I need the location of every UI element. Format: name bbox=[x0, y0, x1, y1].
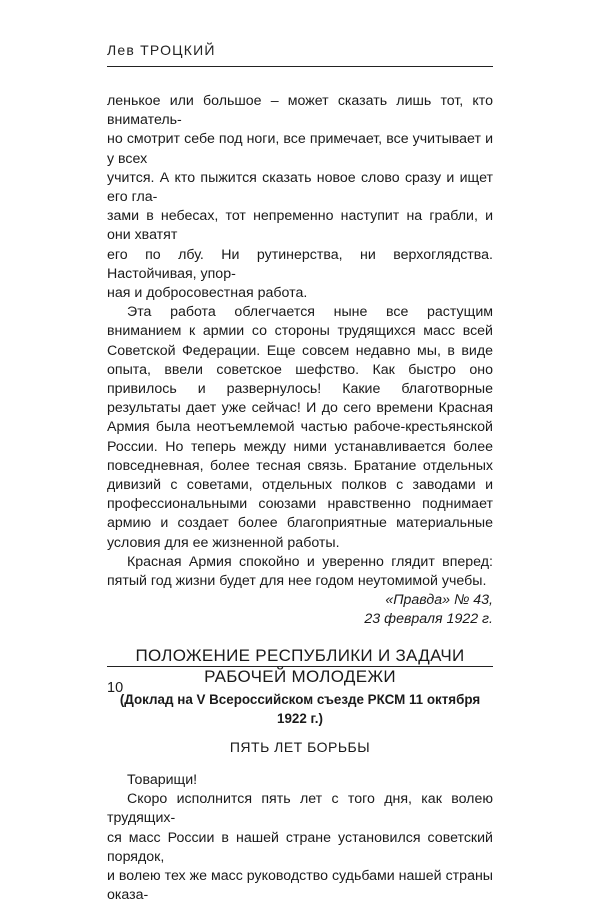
section-title-line: РАБОЧЕЙ МОЛОДЕЖИ bbox=[204, 666, 396, 686]
text-line: учится. А кто пыжится сказать новое слово сразу и ищет его гла- bbox=[107, 169, 493, 206]
body-text bbox=[107, 92, 493, 905]
citation bbox=[107, 591, 493, 629]
citation-date: 23 февраля 1922 г. bbox=[364, 611, 493, 628]
paragraph bbox=[107, 790, 493, 905]
text-line: зами в небесах, тот непременно наступит на грабли, и они хватят bbox=[107, 208, 493, 244]
text-line: ся масс России в нашей стране установился советский порядок, bbox=[107, 829, 493, 865]
paragraph: Красная Армия спокойно и уверенно глядит вперед: пятый год жизни будет для нее годом неутомимой учебы. bbox=[107, 553, 493, 590]
section-title-line: ПОЛОЖЕНИЕ РЕСПУБЛИКИ И ЗАДАЧИ bbox=[135, 645, 465, 665]
header-rule bbox=[107, 66, 493, 67]
text-line: его по лбу. Ни рутинерства, ни верхоглядства. Настойчивая, упор- bbox=[107, 246, 493, 282]
section-subtitle: (Доклад на V Всероссийском съезде РКСМ 11 октября 1922 г.) bbox=[119, 691, 481, 726]
paragraph: Эта работа облегчается ныне все растущим вниманием к армии со стороны трудящихся масс всей Советской Федерации. Еще совсем недавно мы, в виде опыта, ввели советское шефство. Как быстро оно привилось и развернулось! Какие благотворные результаты дает уже сейчас! И до сего времени Красная Армия была неотъемлемой частью рабоче-крестьянской России. Но теперь между ними устанавливается более повседневная, более тесная связь. Братание отдельных дивизий с советами, отдельных полков с заводами и профессиональными союзами нравственно поднимает армию и создает более благоприятные материальные условия для ее жизненной работы. bbox=[107, 304, 493, 551]
citation-source: «Правда» № 43, bbox=[385, 592, 493, 609]
footer-rule bbox=[107, 666, 493, 667]
text-line: Скоро исполнится пять лет с того дня, как волею трудящих- bbox=[107, 791, 493, 827]
salutation: Товарищи! bbox=[127, 771, 198, 788]
text-line: и волею тех же масс руководство судьбами нашей страны оказа- bbox=[107, 867, 493, 904]
text-line: но смотрит себе под ноги, все примечает, все учитывает и у всех bbox=[107, 131, 493, 167]
page-number: 10 bbox=[107, 680, 124, 696]
text-line: ленькое или большое – может сказать лишь тот, кто вниматель- bbox=[107, 93, 493, 129]
text-line: ная и добросовестная работа. bbox=[107, 285, 308, 302]
subheading: ПЯТЬ ЛЕТ БОРЬБЫ bbox=[229, 738, 371, 755]
paragraph-continued bbox=[107, 92, 493, 303]
running-head: Лев ТРОЦКИЙ bbox=[107, 42, 216, 58]
